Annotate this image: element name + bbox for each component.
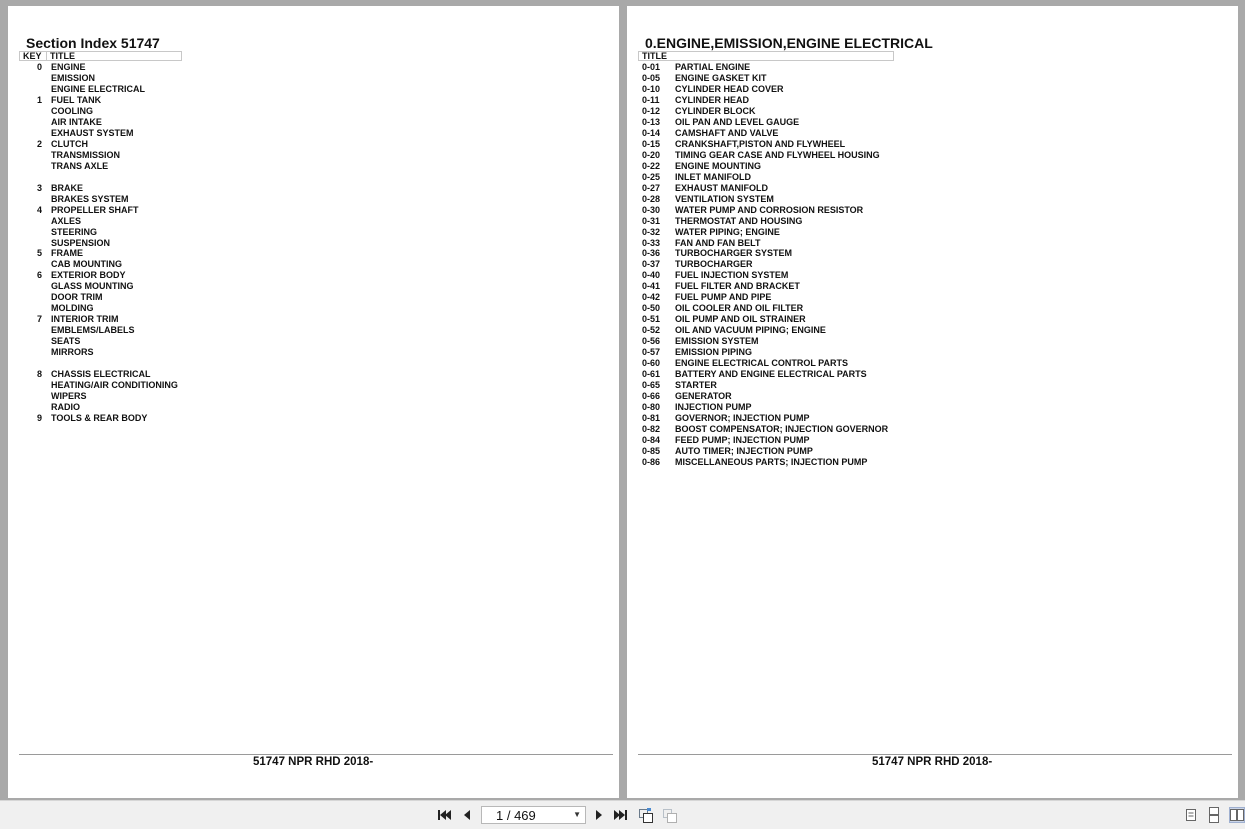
subsection-title: GOVERNOR; INJECTION PUMP	[675, 413, 810, 424]
section-title: EMBLEMS/LABELS	[51, 325, 135, 336]
section-title: STEERING	[51, 226, 98, 237]
subsection-title: WATER PIPING; ENGINE	[675, 226, 780, 237]
footer-rule	[638, 754, 1232, 755]
subsection-code: 0-60	[642, 358, 661, 369]
last-page-button[interactable]	[613, 807, 629, 823]
subsection-title: CYLINDER HEAD	[675, 94, 750, 105]
subsection-title: INLET MANIFOLD	[675, 171, 751, 182]
subsection-code: 0-65	[642, 380, 661, 391]
subsection-title: EXHAUST MANIFOLD	[675, 182, 768, 193]
previous-page-button[interactable]	[459, 807, 475, 823]
table-header	[638, 51, 894, 61]
subsection-code: 0-30	[642, 204, 661, 215]
next-page-button[interactable]	[591, 807, 607, 823]
subsection-title: STARTER	[675, 380, 717, 391]
subsection-code: 0-01	[642, 62, 661, 72]
subsection-code: 0-11	[642, 94, 660, 105]
subsection-code: 0-36	[642, 248, 661, 259]
continuous-view-button[interactable]	[1206, 807, 1222, 823]
subsection-code: 0-66	[642, 391, 661, 402]
subsection-code: 0-40	[642, 270, 661, 281]
subsection-title: CRANKSHAFT,PISTON AND FLYWHEEL	[675, 138, 846, 149]
page-title: Section Index 51747	[26, 35, 160, 51]
subsection-title: WATER PUMP AND CORROSION RESISTOR	[675, 204, 864, 215]
subsection-title: TURBOCHARGER SYSTEM	[675, 248, 793, 259]
subsection-code: 0-42	[642, 292, 661, 303]
section-title: CHASSIS ELECTRICAL	[51, 369, 151, 380]
vertical-scrollbar[interactable]	[1238, 0, 1245, 800]
subsection-title: OIL PAN AND LEVEL GAUGE	[675, 116, 800, 127]
subsection-title: THERMOSTAT AND HOUSING	[675, 215, 803, 226]
section-title: AIR INTAKE	[51, 116, 102, 127]
section-key: 8	[36, 369, 42, 380]
first-page-button[interactable]	[436, 807, 452, 823]
subsection-title: OIL COOLER AND OIL FILTER	[675, 303, 804, 314]
subsection-code: 0-82	[642, 424, 661, 434]
subsection-title: CYLINDER HEAD COVER	[675, 83, 784, 94]
subsection-title: FUEL INJECTION SYSTEM	[675, 270, 789, 281]
subsection-code: 0-81	[642, 413, 661, 424]
subsection-title: EMISSION PIPING	[675, 347, 753, 358]
subsection-code: 0-10	[642, 83, 661, 94]
subsection-code: 0-41	[642, 281, 661, 292]
page-footer: 51747 NPR RHD 2018-	[253, 756, 374, 768]
section-title: INTERIOR TRIM	[51, 314, 119, 325]
subsection-code: 0-61	[642, 369, 661, 380]
paste-page-icon	[662, 807, 678, 823]
section-title: EXTERIOR BODY	[51, 270, 126, 281]
page-number-dropdown[interactable]	[481, 806, 586, 824]
section-title: CAB MOUNTING	[51, 259, 122, 270]
subsection-code: 0-56	[642, 336, 661, 347]
subsection-title: BOOST COMPENSATOR; INJECTION GOVERNOR	[675, 424, 889, 434]
subsection-code: 0-15	[642, 138, 661, 149]
column-header-title: TITLE	[50, 51, 75, 61]
subsection-title: BATTERY AND ENGINE ELECTRICAL PARTS	[675, 369, 867, 380]
section-title: WIPERS	[51, 391, 87, 402]
single-page-view-icon	[1185, 808, 1197, 822]
section-title: GLASS MOUNTING	[51, 281, 134, 292]
subsection-code: 0-51	[642, 314, 661, 325]
subsection-code: 0-57	[642, 347, 661, 358]
page-footer: 51747 NPR RHD 2018-	[872, 756, 993, 768]
facing-pages-view-icon	[1230, 809, 1244, 821]
section-key: 5	[36, 248, 42, 259]
copy-page-button[interactable]	[638, 807, 654, 823]
section-title: MIRRORS	[51, 347, 94, 358]
subsection-code: 0-14	[642, 127, 661, 138]
copy-page-icon	[638, 807, 654, 823]
section-key: 9	[36, 413, 42, 424]
section-title: ENGINE	[51, 62, 86, 72]
subsection-code: 0-86	[642, 456, 661, 467]
section-title: SUSPENSION	[51, 237, 111, 248]
subsection-code: 0-37	[642, 259, 661, 270]
section-title: EXHAUST SYSTEM	[51, 127, 134, 138]
section-title: TOOLS & REAR BODY	[51, 413, 148, 424]
section-title: TRANS AXLE	[51, 160, 109, 171]
subsection-title: INJECTION PUMP	[675, 402, 752, 413]
subsection-title: ENGINE GASKET KIT	[675, 72, 767, 83]
subsection-title: MISCELLANEOUS PARTS; INJECTION PUMP	[675, 456, 868, 467]
section-title: RADIO	[51, 402, 80, 413]
subsection-title: FAN AND FAN BELT	[675, 237, 761, 248]
subsection-code: 0-32	[642, 226, 661, 237]
table-header	[19, 51, 182, 61]
subsection-code: 0-20	[642, 149, 661, 160]
page-indicator: 1 / 469	[496, 807, 536, 823]
section-key: 4	[36, 204, 42, 215]
subsection-code: 0-25	[642, 171, 661, 182]
subsection-title: FUEL PUMP AND PIPE	[675, 292, 772, 303]
navigation-toolbar	[0, 800, 1245, 829]
next-page-icon	[594, 809, 604, 821]
paste-page-button[interactable]	[662, 807, 678, 823]
column-header-title: TITLE	[642, 51, 667, 61]
section-title: EMISSION	[51, 72, 96, 83]
single-page-view-button[interactable]	[1183, 807, 1199, 823]
subsection-code: 0-13	[642, 116, 661, 127]
continuous-view-icon	[1208, 807, 1220, 823]
section-title: AXLES	[51, 215, 82, 226]
section-title: COOLING	[51, 105, 93, 116]
chevron-down-icon: ▼	[573, 810, 581, 819]
subsection-title: OIL PUMP AND OIL STRAINER	[675, 314, 806, 325]
subsection-title: FUEL FILTER AND BRACKET	[675, 281, 800, 292]
page-right	[627, 6, 1238, 798]
subsection-title: PARTIAL ENGINE	[675, 62, 751, 72]
page-left	[8, 6, 619, 798]
section-title: FRAME	[51, 248, 83, 259]
section-title: PROPELLER SHAFT	[51, 204, 139, 215]
subsection-code: 0-80	[642, 402, 661, 413]
subsection-code: 0-27	[642, 182, 661, 193]
subsection-title: TIMING GEAR CASE AND FLYWHEEL HOUSING	[675, 149, 880, 160]
section-key: 3	[36, 182, 42, 193]
subsection-title: FEED PUMP; INJECTION PUMP	[675, 434, 810, 445]
page-title: 0.ENGINE,EMISSION,ENGINE ELECTRICAL	[645, 35, 933, 51]
section-key: 7	[36, 314, 42, 325]
subsection-title: GENERATOR	[675, 391, 732, 402]
footer-rule	[19, 754, 613, 755]
section-title: CLUTCH	[51, 138, 88, 149]
section-title: MOLDING	[51, 303, 94, 314]
section-key: 0	[36, 62, 42, 72]
section-title: FUEL TANK	[51, 94, 102, 105]
subsection-title: AUTO TIMER; INJECTION PUMP	[675, 445, 813, 456]
prev-page-icon	[462, 809, 472, 821]
subsection-title: ENGINE ELECTRICAL CONTROL PARTS	[675, 358, 849, 369]
subsection-title: CAMSHAFT AND VALVE	[675, 127, 779, 138]
section-title: TRANSMISSION	[51, 149, 121, 160]
subsection-code: 0-33	[642, 237, 661, 248]
section-title: HEATING/AIR CONDITIONING	[51, 380, 178, 391]
section-title: DOOR TRIM	[51, 292, 103, 303]
subsection-code: 0-22	[642, 160, 661, 171]
subsection-title: VENTILATION SYSTEM	[675, 193, 774, 204]
subsection-title: ENGINE MOUNTING	[675, 160, 762, 171]
subsection-code: 0-85	[642, 445, 661, 456]
subsection-title: TURBOCHARGER	[675, 259, 753, 270]
subsection-code: 0-84	[642, 434, 661, 445]
subsection-title: EMISSION SYSTEM	[675, 336, 759, 347]
subsection-code: 0-52	[642, 325, 661, 336]
section-title: ENGINE ELECTRICAL	[51, 83, 146, 94]
section-key: 2	[36, 138, 42, 149]
facing-pages-view-button[interactable]	[1229, 807, 1245, 823]
subsection-code: 0-05	[642, 72, 661, 83]
section-title: BRAKES SYSTEM	[51, 193, 129, 204]
subsection-title: CYLINDER BLOCK	[675, 105, 756, 116]
section-key: 1	[36, 94, 42, 105]
section-title: SEATS	[51, 336, 81, 347]
column-header-key: KEY	[23, 51, 42, 61]
subsection-code: 0-12	[642, 105, 661, 116]
subsection-code: 0-31	[642, 215, 661, 226]
subsection-title: OIL AND VACUUM PIPING; ENGINE	[675, 325, 826, 336]
subsection-code: 0-28	[642, 193, 661, 204]
section-key: 6	[36, 270, 42, 281]
section-title: BRAKE	[51, 182, 84, 193]
first-page-icon	[437, 809, 451, 821]
last-page-icon	[614, 809, 628, 821]
subsection-code: 0-50	[642, 303, 661, 314]
